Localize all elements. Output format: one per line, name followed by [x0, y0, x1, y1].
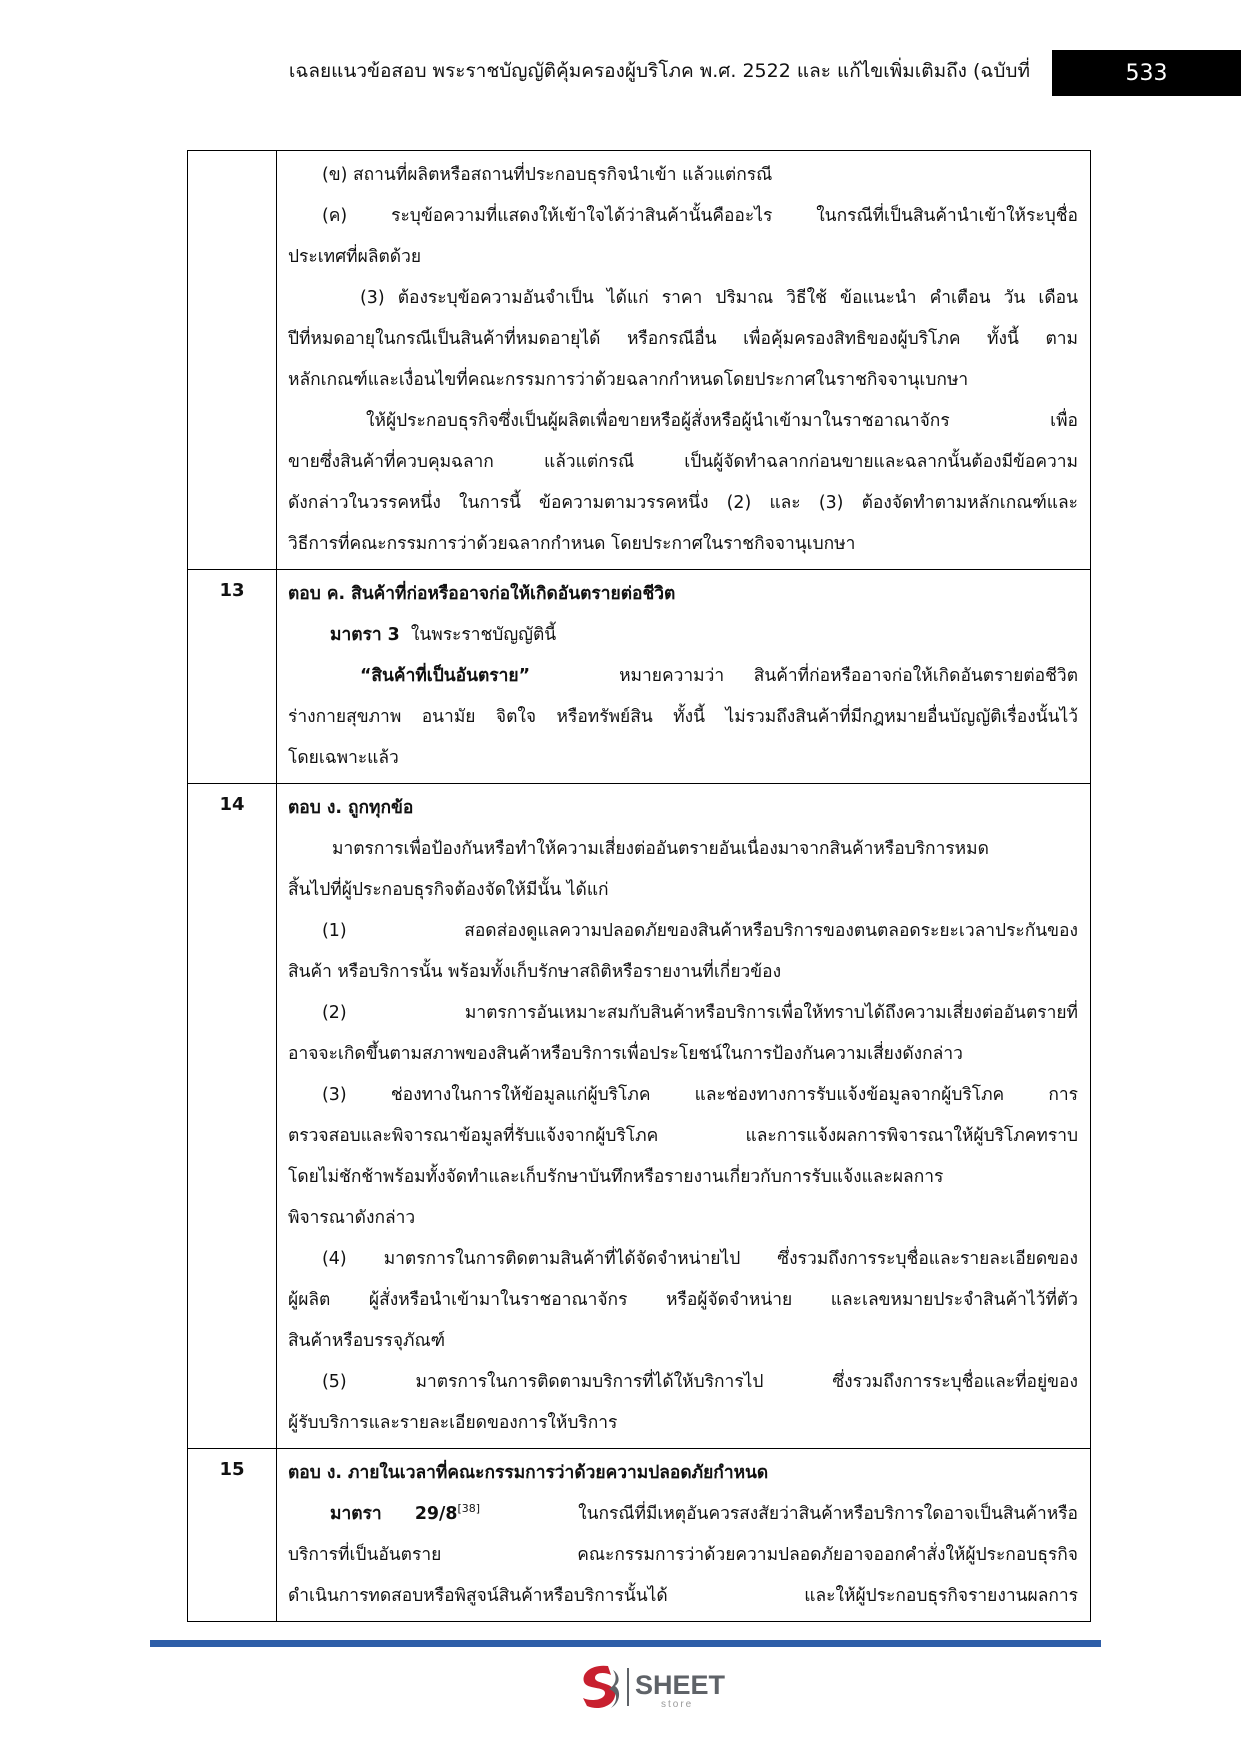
text-line: ตรวจสอบและพิจารณาข้อมูลที่รับแจ้งจากผู้บริโภค และการแจ้งผลการพิจารณาให้ผู้บริโภคทราบ	[288, 1126, 1078, 1146]
answer-table	[187, 150, 1091, 1622]
text-line: ดังกล่าวในวรรคหนึ่ง ในการนี้ ข้อความตามวรรคหนึ่ง (2) และ (3) ต้องจัดทำตามหลักเกณฑ์และ	[288, 493, 1078, 513]
table-row	[188, 570, 1091, 784]
text-line: อาจจะเกิดขึ้นตามสภาพของสินค้าหรือบริการเพื่อประโยชน์ในการป้องกันความเสี่ยงดังกล่าว	[288, 1044, 963, 1064]
text-line: บริการที่เป็นอันตราย คณะกรรมการว่าด้วยความปลอดภัยอาจออกคำสั่งให้ผู้ประกอบธุรกิจ	[288, 1545, 1078, 1565]
text-line: โดยเฉพาะแล้ว	[288, 748, 399, 768]
section-line	[288, 1494, 1078, 1535]
text-line: (5) มาตรการในการติดตามบริการที่ได้ให้บริการไป ซึ่งรวมถึงการระบุชื่อและที่อยู่ของ	[322, 1372, 1078, 1392]
text-line: ประเทศที่ผลิตด้วย	[288, 247, 422, 267]
answer-cell	[277, 1449, 1091, 1622]
text-line: สินค้าหรือบรรจุภัณฑ์	[288, 1331, 446, 1351]
answer-cell	[277, 570, 1091, 784]
question-number: 15	[188, 1449, 277, 1622]
text-line: (ข) สถานที่ผลิตหรือสถานที่ประกอบธุรกิจนำเข้า แล้วแต่กรณี	[322, 165, 773, 185]
logo-subtext: store	[661, 1699, 694, 1710]
defined-term: “สินค้าที่เป็นอันตราย”	[360, 666, 531, 686]
answer-heading: ตอบ ง. ถูกทุกข้อ	[288, 798, 414, 818]
definition-line	[288, 656, 1078, 697]
text-line: ผู้ผลิต ผู้สั่งหรือนำเข้ามาในราชอาณาจักร หรือผู้จัดจำหน่าย และเลขหมายประจำสินค้าไว้ที่ตัว	[288, 1290, 1078, 1310]
section-label: มาตรา 29/8	[330, 1504, 458, 1524]
text-line: โดยไม่ชักช้าพร้อมทั้งจัดทำและเก็บรักษาบันทึกหรือรายงานเกี่ยวกับการรับแจ้งและผลการ	[288, 1167, 944, 1187]
answer-heading: ตอบ ค. สินค้าที่ก่อหรืออาจก่อให้เกิดอันตรายต่อชีวิต	[288, 584, 676, 604]
page-number-box	[1052, 50, 1241, 96]
text-line: (3) ต้องระบุข้อความอันจำเป็น ได้แก่ ราคา ปริมาณ วิธีใช้ ข้อแนะนำ คำเตือน วัน เดือน	[360, 288, 1078, 308]
question-number-cell	[188, 151, 277, 570]
table-row	[188, 784, 1091, 1449]
text-line: (4) มาตรการในการติดตามสินค้าที่ได้จัดจำหน่ายไป ซึ่งรวมถึงการระบุชื่อและรายละเอียดของ	[322, 1249, 1078, 1269]
text-line: มาตรการเพื่อป้องกันหรือทำให้ความเสี่ยงต่ออันตรายอันเนื่องมาจากสินค้าหรือบริการหมด	[332, 839, 989, 859]
text-line: ผู้รับบริการและรายละเอียดของการให้บริการ	[288, 1413, 618, 1433]
text-line: วิธีการที่คณะกรรมการว่าด้วยฉลากกำหนด โดยประกาศในราชกิจจานุเบกษา	[288, 534, 856, 554]
text-line: ปีที่หมดอายุในกรณีเป็นสินค้าที่หมดอายุได้ หรือกรณีอื่น เพื่อคุ้มครองสิทธิของผู้บริโภค ทั้งนี้ ตาม	[288, 329, 1078, 349]
footnote-ref: [38]	[457, 1502, 481, 1516]
answer-cell	[277, 151, 1091, 570]
text-line: หลักเกณฑ์และเงื่อนไขที่คณะกรรมการว่าด้วยฉลากกำหนดโดยประกาศในราชกิจจานุเบกษา	[288, 370, 969, 390]
sheet-store-logo	[575, 1660, 735, 1712]
table-row	[188, 1449, 1091, 1622]
section-text: ในกรณีที่มีเหตุอันควรสงสัยว่าสินค้าหรือบริการใดอาจเป็นสินค้าหรือ	[578, 1504, 1078, 1524]
text-line: (ค) ระบุข้อความที่แสดงให้เข้าใจได้ว่าสินค้านั้นคืออะไร ในกรณีที่เป็นสินค้านำเข้าให้ระบุชื่อ	[322, 206, 1078, 226]
section-text: ในพระราชบัญญัตินี้	[410, 625, 557, 645]
text-line: (3) ช่องทางในการให้ข้อมูลแก่ผู้บริโภค และช่องทางการรับแจ้งข้อมูลจากผู้บริโภค การ	[322, 1085, 1078, 1105]
text-line: ดำเนินการทดสอบหรือพิสูจน์สินค้าหรือบริการนั้นได้ และให้ผู้ประกอบธุรกิจรายงานผลการ	[288, 1586, 1078, 1606]
section-label: มาตรา 3	[330, 625, 400, 645]
section-line	[288, 615, 1078, 656]
question-number: 13	[188, 570, 277, 784]
logo-mark-red	[583, 1666, 615, 1708]
logo-text: SHEET	[635, 1670, 726, 1700]
running-header-title: เฉลยแนวข้อสอบ พระราชบัญญัติคุ้มครองผู้บริโภค พ.ศ. 2522 และ แก้ไขเพิ่มเติมถึง (ฉบับที่	[288, 60, 1030, 82]
text-line: (1) สอดส่องดูแลความปลอดภัยของสินค้าหรือบริการของตนตลอดระยะเวลาประกันของ	[322, 921, 1078, 941]
answer-cell	[277, 784, 1091, 1449]
text-line: (2) มาตรการอันเหมาะสมกับสินค้าหรือบริการเพื่อให้ทราบได้ถึงความเสี่ยงต่ออันตรายที่	[322, 1003, 1078, 1023]
footer-rule	[150, 1640, 1101, 1647]
text-line: สิ้นไปที่ผู้ประกอบธุรกิจต้องจัดให้มีนั้น ได้แก่	[288, 880, 609, 900]
page-number: 533	[1125, 60, 1168, 86]
text-line: ร่างกายสุขภาพ อนามัย จิตใจ หรือทรัพย์สิน ทั้งนี้ ไม่รวมถึงสินค้าที่มีกฎหมายอื่นบัญญัติเรื่องนั้นไว้	[288, 707, 1078, 727]
text-line: ขายซึ่งสินค้าที่ควบคุมฉลาก แล้วแต่กรณี เป็นผู้จัดทำฉลากก่อนขายและฉลากนั้นต้องมีข้อความ	[288, 452, 1078, 472]
question-number: 14	[188, 784, 277, 1449]
text-line: สินค้า หรือบริการนั้น พร้อมทั้งเก็บรักษาสถิติหรือรายงานที่เกี่ยวข้อง	[288, 962, 782, 982]
text-line: ให้ผู้ประกอบธุรกิจซึ่งเป็นผู้ผลิตเพื่อขายหรือผู้สั่งหรือผู้นำเข้ามาในราชอาณาจักร เพื่อ	[366, 411, 1078, 431]
table-row	[188, 151, 1091, 570]
definition-text: หมายความว่า สินค้าที่ก่อหรืออาจก่อให้เกิดอันตรายต่อชีวิต	[619, 666, 1078, 686]
text-line: พิจารณาดังกล่าว	[288, 1208, 416, 1228]
answer-heading: ตอบ ง. ภายในเวลาที่คณะกรรมการว่าด้วยความปลอดภัยกำหนด	[288, 1463, 769, 1483]
